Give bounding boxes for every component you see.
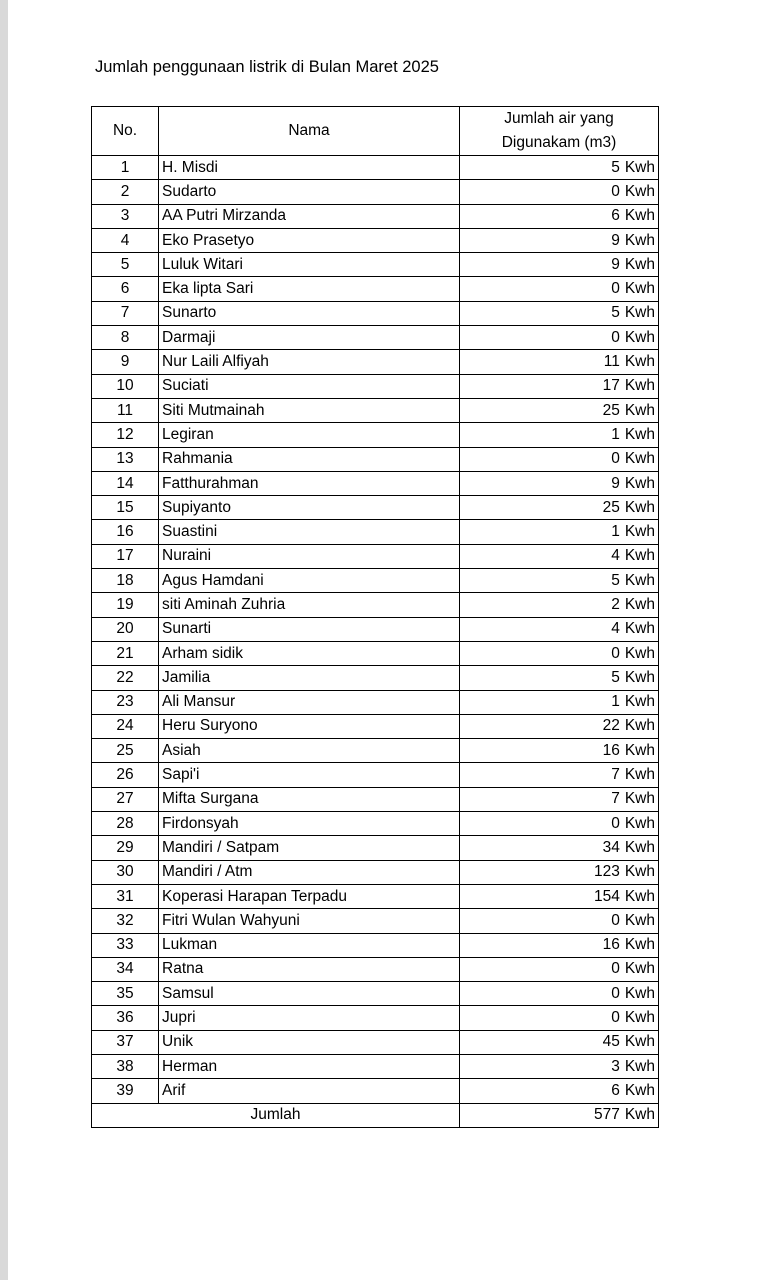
cell-nama: Nur Laili Alfiyah [159, 350, 460, 374]
cell-no: 34 [92, 957, 159, 981]
table-row [92, 593, 659, 617]
cell-jumlah-value: 25 [602, 498, 620, 516]
cell-jumlah-value: 4 [611, 547, 620, 565]
cell-no: 6 [92, 277, 159, 301]
cell-no: 18 [92, 569, 159, 593]
cell-no: 29 [92, 836, 159, 860]
cell-no: 10 [92, 374, 159, 398]
cell-no: 36 [92, 1006, 159, 1030]
cell-jumlah-value: 6 [611, 1081, 620, 1099]
cell-no: 3 [92, 204, 159, 228]
table-row [92, 884, 659, 908]
header-jumlah-line2: Digunakam (m3) [501, 134, 617, 151]
cell-jumlah-value: 9 [611, 255, 620, 273]
cell-no: 9 [92, 350, 159, 374]
cell-no: 19 [92, 593, 159, 617]
cell-nama: Samsul [159, 982, 460, 1006]
cell-jumlah [460, 933, 659, 957]
table-header-row [92, 107, 659, 156]
cell-nama: Fitri Wulan Wahyuni [159, 909, 460, 933]
cell-no: 15 [92, 496, 159, 520]
cell-no: 33 [92, 933, 159, 957]
cell-jumlah-value: 0 [611, 328, 620, 346]
cell-nama: Sunarti [159, 617, 460, 641]
table-row [92, 301, 659, 325]
cell-nama: Ratna [159, 957, 460, 981]
cell-jumlah-unit: Kwh [624, 207, 655, 225]
cell-no: 39 [92, 1079, 159, 1103]
cell-jumlah-unit: Kwh [624, 960, 655, 978]
cell-jumlah-unit: Kwh [624, 450, 655, 468]
cell-nama: Luluk Witari [159, 253, 460, 277]
cell-no: 11 [92, 398, 159, 422]
table-row [92, 1006, 659, 1030]
cell-jumlah-value: 577 [593, 1106, 620, 1124]
cell-nama: Firdonsyah [159, 812, 460, 836]
cell-nama: Mandiri / Satpam [159, 836, 460, 860]
cell-no: 26 [92, 763, 159, 787]
cell-no: 8 [92, 326, 159, 350]
cell-jumlah [460, 1103, 659, 1127]
cell-jumlah-value: 5 [611, 158, 620, 176]
cell-no: 24 [92, 714, 159, 738]
table-row [92, 374, 659, 398]
cell-jumlah-unit: Kwh [624, 668, 655, 686]
cell-jumlah-value: 5 [611, 668, 620, 686]
table-row [92, 228, 659, 252]
cell-no: 16 [92, 520, 159, 544]
table-row [92, 1054, 659, 1078]
cell-nama: Agus Hamdani [159, 569, 460, 593]
cell-no: 31 [92, 884, 159, 908]
cell-jumlah-unit: Kwh [624, 158, 655, 176]
cell-jumlah-value: 45 [602, 1033, 620, 1051]
cell-nama: Sapi'i [159, 763, 460, 787]
cell-jumlah-value: 16 [602, 936, 620, 954]
cell-jumlah [460, 909, 659, 933]
cell-jumlah [460, 253, 659, 277]
cell-jumlah-unit: Kwh [624, 620, 655, 638]
cell-no: 25 [92, 739, 159, 763]
table-row [92, 957, 659, 981]
document-page [8, 0, 774, 1280]
cell-nama: Suastini [159, 520, 460, 544]
cell-jumlah-value: 0 [611, 984, 620, 1002]
cell-jumlah [460, 1030, 659, 1054]
cell-nama: Koperasi Harapan Terpadu [159, 884, 460, 908]
cell-jumlah-unit: Kwh [624, 595, 655, 613]
cell-jumlah [460, 666, 659, 690]
cell-nama: Sudarto [159, 180, 460, 204]
table-row [92, 156, 659, 180]
table-row [92, 666, 659, 690]
document-title: Jumlah penggunaan listrik di Bulan Maret 2025 [95, 58, 439, 76]
cell-nama: Supiyanto [159, 496, 460, 520]
cell-no: 1 [92, 156, 159, 180]
cell-nama: Jamilia [159, 666, 460, 690]
cell-jumlah-unit: Kwh [624, 571, 655, 589]
cell-jumlah [460, 569, 659, 593]
cell-nama: Siti Mutmainah [159, 398, 460, 422]
cell-nama: Legiran [159, 423, 460, 447]
table-row [92, 812, 659, 836]
cell-jumlah-value: 0 [611, 960, 620, 978]
cell-jumlah [460, 884, 659, 908]
cell-no: 4 [92, 228, 159, 252]
cell-jumlah [460, 982, 659, 1006]
table-row [92, 836, 659, 860]
cell-no: 17 [92, 544, 159, 568]
cell-jumlah-value: 6 [611, 207, 620, 225]
cell-jumlah [460, 763, 659, 787]
table-row [92, 982, 659, 1006]
cell-jumlah [460, 228, 659, 252]
cell-jumlah [460, 787, 659, 811]
header-jumlah [460, 107, 659, 156]
cell-jumlah [460, 301, 659, 325]
cell-no: 7 [92, 301, 159, 325]
cell-jumlah-unit: Kwh [624, 766, 655, 784]
table-row [92, 423, 659, 447]
cell-no: 21 [92, 641, 159, 665]
total-label: Jumlah [92, 1103, 460, 1127]
cell-jumlah [460, 957, 659, 981]
cell-jumlah [460, 739, 659, 763]
cell-jumlah-value: 1 [611, 523, 620, 541]
cell-jumlah-unit: Kwh [624, 1033, 655, 1051]
table-row [92, 714, 659, 738]
cell-jumlah-value: 0 [611, 1009, 620, 1027]
cell-jumlah [460, 1006, 659, 1030]
table-row [92, 909, 659, 933]
table-row [92, 496, 659, 520]
cell-jumlah-unit: Kwh [624, 1009, 655, 1027]
cell-nama: Unik [159, 1030, 460, 1054]
table-row [92, 447, 659, 471]
cell-nama: Eka lipta Sari [159, 277, 460, 301]
cell-jumlah [460, 374, 659, 398]
cell-no: 30 [92, 860, 159, 884]
cell-jumlah [460, 471, 659, 495]
table-row [92, 641, 659, 665]
cell-jumlah-unit: Kwh [624, 887, 655, 905]
cell-nama: Eko Prasetyo [159, 228, 460, 252]
table-total-row [92, 1103, 659, 1127]
cell-no: 23 [92, 690, 159, 714]
cell-jumlah-unit: Kwh [624, 693, 655, 711]
cell-jumlah-unit: Kwh [624, 377, 655, 395]
cell-jumlah-value: 1 [611, 693, 620, 711]
cell-nama: Lukman [159, 933, 460, 957]
cell-nama: siti Aminah Zuhria [159, 593, 460, 617]
cell-jumlah-value: 34 [602, 838, 620, 856]
cell-jumlah [460, 277, 659, 301]
cell-jumlah-value: 2 [611, 595, 620, 613]
cell-jumlah [460, 156, 659, 180]
cell-nama: Darmaji [159, 326, 460, 350]
table-row [92, 326, 659, 350]
cell-jumlah-value: 7 [611, 766, 620, 784]
cell-nama: Nuraini [159, 544, 460, 568]
cell-jumlah-value: 9 [611, 474, 620, 492]
cell-nama: Fatthurahman [159, 471, 460, 495]
cell-nama: Asiah [159, 739, 460, 763]
cell-jumlah-value: 154 [593, 887, 620, 905]
cell-no: 20 [92, 617, 159, 641]
table-row [92, 1030, 659, 1054]
cell-jumlah-unit: Kwh [624, 717, 655, 735]
cell-jumlah-value: 0 [611, 450, 620, 468]
cell-jumlah [460, 350, 659, 374]
cell-jumlah [460, 326, 659, 350]
cell-no: 2 [92, 180, 159, 204]
cell-no: 14 [92, 471, 159, 495]
cell-jumlah-unit: Kwh [624, 255, 655, 273]
cell-no: 13 [92, 447, 159, 471]
cell-jumlah-value: 0 [611, 911, 620, 929]
cell-jumlah-value: 123 [593, 863, 620, 881]
cell-nama: H. Misdi [159, 156, 460, 180]
cell-no: 27 [92, 787, 159, 811]
cell-jumlah [460, 520, 659, 544]
table-row [92, 253, 659, 277]
cell-jumlah-value: 3 [611, 1057, 620, 1075]
cell-jumlah [460, 423, 659, 447]
cell-no: 32 [92, 909, 159, 933]
cell-jumlah-unit: Kwh [624, 280, 655, 298]
usage-table [91, 106, 659, 1128]
cell-jumlah-unit: Kwh [624, 1057, 655, 1075]
cell-nama: AA Putri Mirzanda [159, 204, 460, 228]
table-row [92, 277, 659, 301]
table-row [92, 350, 659, 374]
cell-nama: Arham sidik [159, 641, 460, 665]
cell-no: 35 [92, 982, 159, 1006]
cell-jumlah-unit: Kwh [624, 790, 655, 808]
table-row [92, 933, 659, 957]
cell-jumlah-unit: Kwh [624, 231, 655, 249]
cell-jumlah [460, 812, 659, 836]
table-row [92, 204, 659, 228]
cell-jumlah [460, 204, 659, 228]
cell-jumlah-value: 7 [611, 790, 620, 808]
cell-jumlah [460, 617, 659, 641]
cell-jumlah-unit: Kwh [624, 814, 655, 832]
cell-jumlah-unit: Kwh [624, 304, 655, 322]
table-row [92, 398, 659, 422]
table-row [92, 1079, 659, 1103]
cell-jumlah-value: 16 [602, 741, 620, 759]
cell-jumlah [460, 836, 659, 860]
cell-jumlah-unit: Kwh [624, 644, 655, 662]
cell-jumlah-unit: Kwh [624, 1081, 655, 1099]
table-row [92, 520, 659, 544]
cell-jumlah [460, 1079, 659, 1103]
cell-jumlah-value: 0 [611, 280, 620, 298]
cell-jumlah [460, 447, 659, 471]
cell-nama: Rahmania [159, 447, 460, 471]
cell-jumlah-unit: Kwh [624, 328, 655, 346]
cell-jumlah-value: 1 [611, 425, 620, 443]
cell-jumlah [460, 593, 659, 617]
cell-nama: Ali Mansur [159, 690, 460, 714]
cell-jumlah-value: 11 [603, 353, 620, 371]
cell-nama: Arif [159, 1079, 460, 1103]
header-nama: Nama [159, 107, 460, 156]
cell-jumlah [460, 398, 659, 422]
cell-no: 28 [92, 812, 159, 836]
cell-jumlah [460, 496, 659, 520]
cell-jumlah-value: 25 [602, 401, 620, 419]
cell-no: 38 [92, 1054, 159, 1078]
cell-nama: Mandiri / Atm [159, 860, 460, 884]
cell-jumlah-unit: Kwh [624, 547, 655, 565]
cell-jumlah-unit: Kwh [624, 838, 655, 856]
cell-nama: Jupri [159, 1006, 460, 1030]
table-row [92, 763, 659, 787]
cell-no: 12 [92, 423, 159, 447]
cell-jumlah [460, 544, 659, 568]
header-no: No. [92, 107, 159, 156]
cell-jumlah-unit: Kwh [624, 741, 655, 759]
cell-jumlah-unit: Kwh [624, 1106, 655, 1124]
cell-jumlah-unit: Kwh [624, 182, 655, 200]
table-row [92, 787, 659, 811]
cell-jumlah [460, 641, 659, 665]
cell-jumlah-unit: Kwh [624, 401, 655, 419]
cell-jumlah-value: 17 [602, 377, 620, 395]
cell-jumlah [460, 180, 659, 204]
table-row [92, 471, 659, 495]
cell-nama: Sunarto [159, 301, 460, 325]
cell-jumlah [460, 1054, 659, 1078]
cell-jumlah-value: 0 [611, 814, 620, 832]
cell-jumlah [460, 860, 659, 884]
cell-jumlah-unit: Kwh [624, 523, 655, 541]
cell-jumlah-unit: Kwh [624, 353, 655, 371]
cell-nama: Herman [159, 1054, 460, 1078]
cell-jumlah-value: 22 [602, 717, 620, 735]
cell-jumlah-unit: Kwh [624, 425, 655, 443]
cell-no: 37 [92, 1030, 159, 1054]
cell-nama: Mifta Surgana [159, 787, 460, 811]
cell-no: 22 [92, 666, 159, 690]
cell-nama: Heru Suryono [159, 714, 460, 738]
cell-jumlah-unit: Kwh [624, 863, 655, 881]
cell-jumlah-value: 9 [611, 231, 620, 249]
table-row [92, 617, 659, 641]
cell-jumlah-unit: Kwh [624, 984, 655, 1002]
table-row [92, 544, 659, 568]
table-row [92, 739, 659, 763]
cell-nama: Suciati [159, 374, 460, 398]
cell-jumlah-unit: Kwh [624, 911, 655, 929]
cell-jumlah-unit: Kwh [624, 936, 655, 954]
table-row [92, 690, 659, 714]
cell-jumlah-unit: Kwh [624, 498, 655, 516]
header-jumlah-line1: Jumlah air yang [504, 110, 614, 127]
table-row [92, 180, 659, 204]
cell-jumlah [460, 690, 659, 714]
cell-jumlah-value: 4 [611, 620, 620, 638]
cell-jumlah [460, 714, 659, 738]
cell-jumlah-unit: Kwh [624, 474, 655, 492]
table-row [92, 569, 659, 593]
cell-jumlah-value: 0 [611, 182, 620, 200]
table-row [92, 860, 659, 884]
cell-jumlah-value: 5 [611, 571, 620, 589]
cell-no: 5 [92, 253, 159, 277]
cell-jumlah-value: 0 [611, 644, 620, 662]
cell-jumlah-value: 5 [611, 304, 620, 322]
